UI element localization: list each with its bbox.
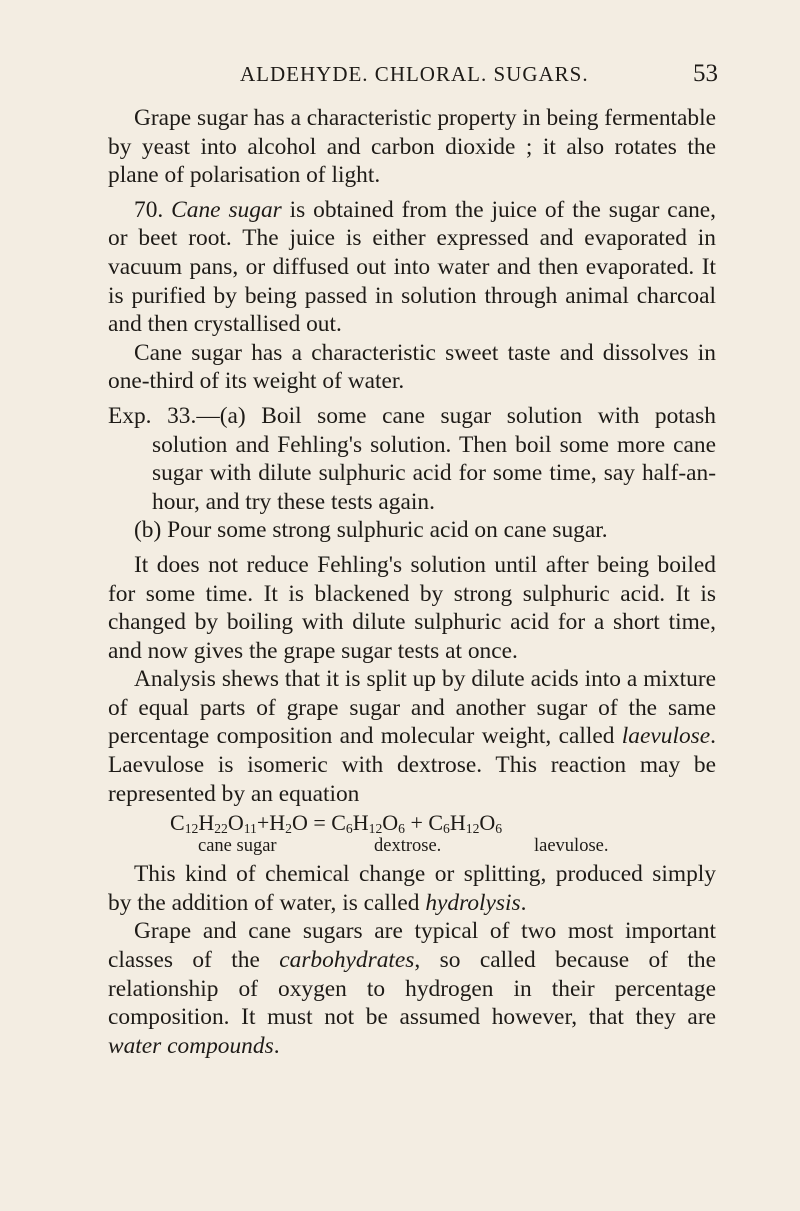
- equation-label: laevulose.: [534, 836, 609, 857]
- paragraph-grape-sugar: Grape sugar has a characteristic property in being fermentable by yeast into alcohol and carbon dioxide ; it also rotates the plane of polarisation of light.: [108, 105, 716, 189]
- paragraph-cane-sugar-taste: Cane sugar has a characteristic sweet taste and dissolves in one-third of its weight of water.: [108, 339, 716, 395]
- paragraph-text: is obtained from the juice of the sugar cane, or beet root. The juice is either expressed and evaporated in vacuum pans, or diffused out into water and then evaporated. It is purified by being passed in solution through animal charcoal and then crystallised out.: [108, 196, 716, 338]
- paragraph-fehling: It does not reduce Fehling's solution until after being boiled for some time. It is blackened by strong sulphuric acid. It is changed by boiling with dilute sulphuric acid for a short time, and now gives the grape sugar tests at once.: [108, 551, 716, 664]
- section-number: 70.: [134, 196, 164, 223]
- paragraph-text: Grape and cane sugars are typical of two most important classes of the: [108, 918, 716, 974]
- equation-label: dextrose.: [374, 836, 442, 857]
- running-head: ALDEHYDE. CHLORAL. SUGARS.: [240, 62, 589, 86]
- experiment-text: Boil some cane sugar solution with potash solution and Fehling's solution. Then boil some more cane sugar with dilute sulphuric acid for some time, say half-an-hour, and try these tests again.: [152, 402, 716, 515]
- page-body: [108, 104, 716, 1060]
- paragraph-text: . Laevulose is isomeric with dextrose. This reaction may be represented by an equation: [108, 723, 716, 807]
- term-water-compounds: water compounds: [108, 1032, 274, 1059]
- chemical-equation: $C_{12}H_{22}O_{11}+H_2O = C_6H_{12}O_6 + C_6H_{12}O_6$: [170, 810, 503, 837]
- page-number: 53: [693, 60, 718, 87]
- paragraph-text: .: [273, 1032, 280, 1059]
- paragraph-text: .: [520, 889, 527, 916]
- paragraph-carbohydrates: [108, 917, 716, 1060]
- section-title: Cane sugar: [171, 196, 282, 223]
- experiment-b-text: Pour some strong sulphuric acid on cane sugar.: [161, 517, 608, 544]
- paragraph-cane-sugar: [108, 196, 716, 339]
- page-header: [0, 60, 800, 96]
- experiment-label: Exp. 33.—(a): [108, 402, 246, 429]
- experiment-33b: [108, 516, 716, 545]
- paragraph-hydrolysis: [108, 860, 716, 917]
- equation-labels: [108, 836, 716, 856]
- experiment-33a: [108, 402, 716, 516]
- paragraph-text: Analysis shews that it is split up by dilute acids into a mixture of equal parts of grape sugar and another sugar of the same percentage composition and molecular weight, called: [108, 666, 716, 750]
- term-carbohydrates: carbohydrates: [279, 947, 415, 974]
- equation-label: cane sugar: [198, 836, 277, 857]
- paragraph-text: , so called because of the relationship of oxygen to hydrogen in their percentage composition. It must not be assumed however, that they are: [108, 947, 716, 1031]
- paragraph-analysis: [108, 665, 716, 808]
- term-hydrolysis: hydrolysis: [425, 889, 521, 916]
- paragraph-text: This kind of chemical change or splitting, produced simply by the addition of water, is called: [108, 861, 716, 916]
- term-laevulose: laevulose: [621, 723, 711, 750]
- experiment-b-label: (b): [134, 517, 162, 544]
